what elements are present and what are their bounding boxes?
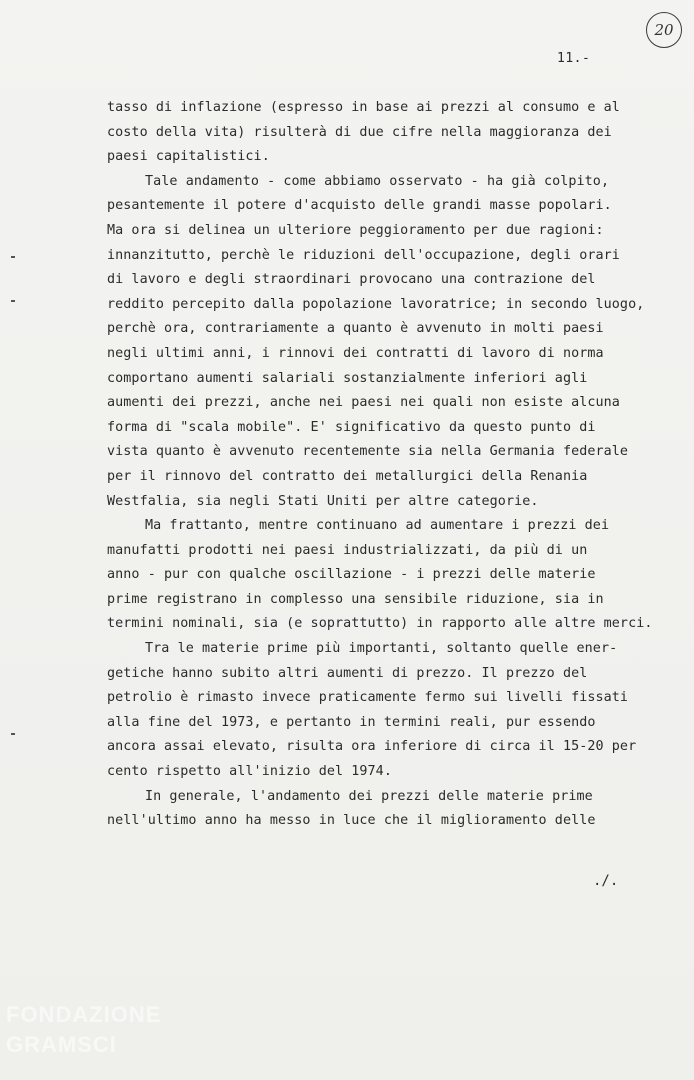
text-line: Ma ora si delinea un ulteriore peggioramento per due ragioni: [107,222,604,238]
text-line: pesantemente il potere d'acquisto delle grandi masse popolari. [107,198,612,214]
text-line: Westfalia, sia negli Stati Uniti per altre categorie. [107,493,539,509]
text-line: per il rinnovo del contratto dei metallurgici della Renania [107,468,588,484]
page-number: 11.- [557,51,591,66]
margin-mark [11,733,15,735]
watermark-line: GRAMSCI [6,1032,117,1057]
text-line: innanzitutto, perchè le riduzioni dell'occupazione, degli orari [107,247,620,263]
text-line: Tra le materie prime più importanti, soltanto quelle ener- [145,641,618,657]
text-line: manufatti prodotti nei paesi industrializzati, da più di un [107,542,588,558]
text-line: negli ultimi anni, i rinnovi dei contratti di lavoro di norma [107,345,604,361]
text-line: alla fine del 1973, e pertanto in termini reali, pur essendo [107,714,596,730]
continuation-mark: ./. [593,873,619,889]
text-line: prime registrano in complesso una sensibile riduzione, sia in [107,591,604,607]
text-line: getiche hanno subito altri aumenti di prezzo. Il prezzo del [107,665,588,681]
archive-stamp: 20 [646,12,682,48]
text-line: costo della vita) risulterà di due cifre nella maggioranza dei [107,124,612,140]
text-line: aumenti dei prezzi, anche nei paesi nei quali non esiste alcuna [107,395,620,411]
text-line: In generale, l'andamento dei prezzi delle materie prime [145,788,593,804]
text-line: cento rispetto all'inizio del 1974. [107,764,392,780]
body-text [107,96,677,834]
text-line: forma di "scala mobile". E' significativo da questo punto di [107,419,596,435]
text-line: Tale andamento - come abbiamo osservato - ha già colpito, [145,173,610,189]
archive-watermark [6,1000,161,1060]
text-line: comportano aumenti salariali sostanzialmente inferiori agli [107,370,588,386]
text-line: petrolio è rimasto invece praticamente fermo sui livelli fissati [107,690,629,706]
watermark-line: FONDAZIONE [6,1002,162,1027]
text-line: paesi capitalistici. [107,149,270,165]
text-line: reddito percepito dalla popolazione lavoratrice; in secondo luogo, [107,296,645,312]
text-line: perchè ora, contrariamente a quanto è avvenuto in molti paesi [107,321,604,337]
margin-mark [11,300,15,302]
text-line: nell'ultimo anno ha messo in luce che il miglioramento delle [107,813,596,829]
text-line: tasso di inflazione (espresso in base ai prezzi al consumo e al [107,100,620,115]
text-line: anno - pur con qualche oscillazione - i prezzi delle materie [107,567,596,583]
text-line: di lavoro e degli straordinari provocano una contrazione del [107,272,596,288]
text-line: ancora assai elevato, risulta ora inferiore di circa il 15-20 per [107,739,637,755]
text-line: termini nominali, sia (e soprattutto) in rapporto alle altre merci. [107,616,653,632]
text-line: vista quanto è avvenuto recentemente sia nella Germania federale [107,444,629,460]
text-line: Ma frattanto, mentre continuano ad aumentare i prezzi dei [145,518,610,534]
margin-mark [11,256,15,258]
